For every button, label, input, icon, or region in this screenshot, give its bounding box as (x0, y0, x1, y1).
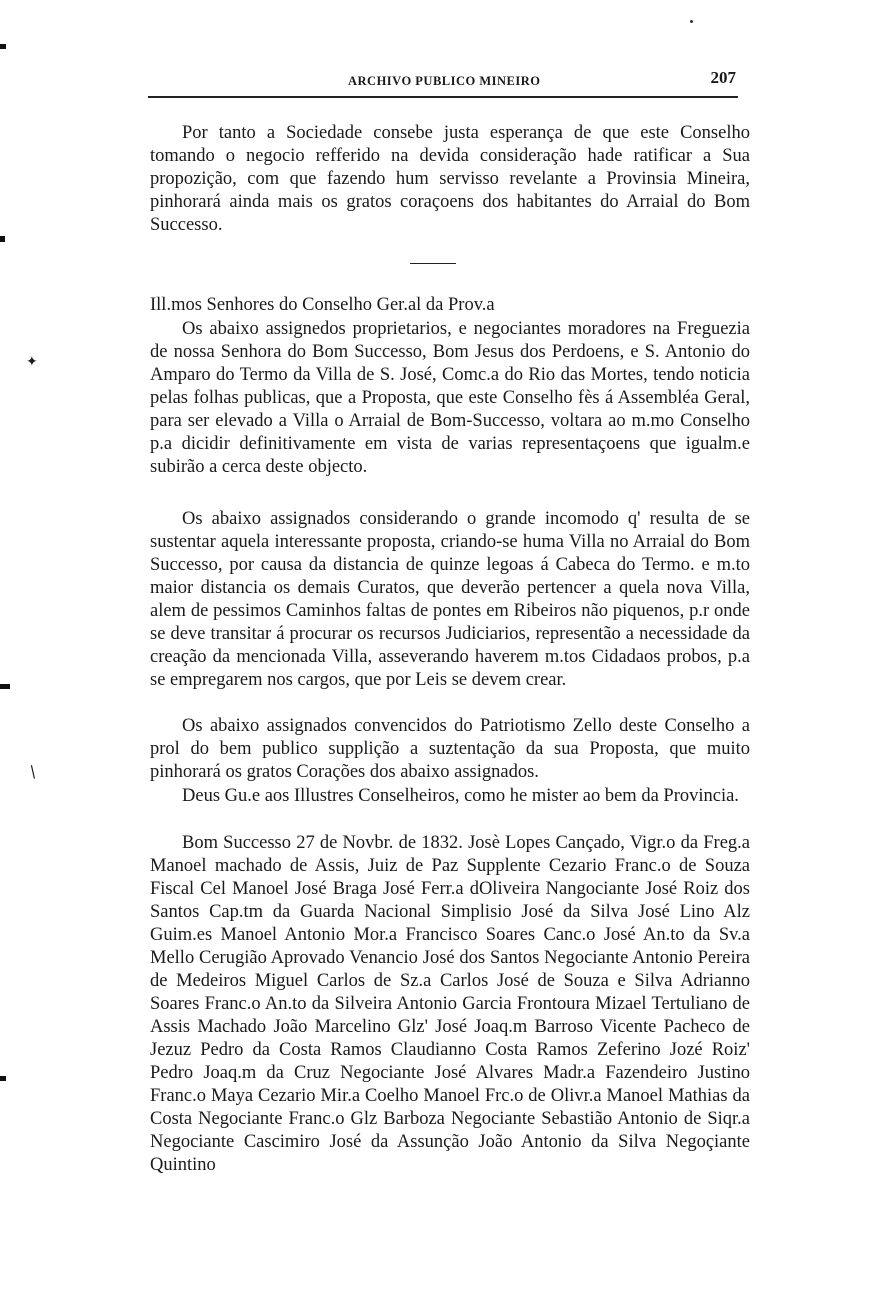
header-rule (148, 96, 738, 98)
paragraph-closing-previous: Por tanto a Sociedade consebe justa esperança de que este Conselho tomando o negocio refferido na devida consideração hade ratificar a Sua propozição, com que fazendo hum servisso revelante a Provinsia Mineira, pinhorará ainda mais os gratos coraçoens dos habitantes do Arraial do Bom Successo. (150, 123, 750, 235)
scan-speck: ✦ (26, 354, 38, 370)
page-header (148, 68, 738, 94)
section-divider (410, 263, 456, 264)
paragraph-blessing: Deus Gu.e aos Illustres Conselheiros, como he mister ao bem da Provincia. (182, 786, 739, 806)
paragraph-signatories: Bom Successo 27 de Novbr. de 1832. Josè Lopes Cançado, Vigr.o da Freg.a Manoel machado de Assis, Juiz de Paz Supplente Cezario Franc.o de Souza Fiscal Cel Manoel José Braga José Ferr.a dOliveira Nangociante José Roiz dos Santos Cap.tm da Guarda Nacional Simplisio José da Silva José Lino Alz Guim.es Manoel Antonio Mor.a Francisco Soares Canc.o José An.to da Sv.a Mello Cerugião Aprovado Venancio José dos Santos Negociante Antonio Pereira de Medeiros Miguel Carlos de Sz.a Carlos José de Souza e Silva Adrianno Soares Franc.o An.to da Silveira Antonio Garcia Frontoura Mizael Tertuliano de Assis Machado João Marcelino Glz' José Joaq.m Barroso Vicente Pacheco de Jezuz Pedro da Costa Ramos Claudianno Costa Ramos Zeferino Jozé Roiz' Pedro Joaq.m da Cruz Negociante José Alvares Madr.a Fazendeiro Justino Franc.o Maya Cezario Mir.a Coelho Manoel Frc.o de Olivr.a Manoel Mathias da Costa Negociante Franc.o Glz Barboza Negociante Sebastião Antonio de Siqr.a Negociante Cascimiro José da Assunção João Antonio da Silva Negoçiante Quintino (150, 833, 750, 1175)
paragraph-petition-intro: Os abaixo assignedos proprietarios, e negociantes moradores na Freguezia de nossa Senhora do Bom Successo, Bom Jesus dos Perdoens, e S. Antonio do Amparo do Termo da Villa de S. José, Comc.a do Rio das Mortes, tendo noticia pelas folhas publicas, que a Proposta, que este Conselho fès á Assembléa Geral, para ser elevado a Villa o Arraial de Bom-Successo, voltara ao m.mo Conselho p.a dicidir definitivamente em vista de varias representaçoens que igualm.e subirão a cerca deste objecto. (150, 319, 750, 477)
paragraph-petition-request: Os abaixo assignados convencidos do Patriotismo Zello deste Conselho a prol do bem publico supplição a suztentação da sua Proposta, que muito pinhorará os gratos Corações dos abaixo assignados. (150, 716, 750, 782)
salutation: Ill.mos Senhores do Conselho Ger.al da Prov.a (150, 295, 495, 315)
scan-edge-mark (0, 1076, 6, 1081)
scan-speck: / (25, 761, 40, 782)
scan-speck (690, 20, 693, 23)
scan-edge-mark (0, 44, 6, 49)
scan-edge-mark (0, 236, 5, 242)
scan-edge-mark (0, 684, 10, 689)
paragraph-petition-reasons: Os abaixo assignados considerando o grande incomodo q' resulta de se sustentar aquela interessante proposta, criando-se huma Villa no Arraial do Bom Successo, por causa da distancia de quinze legoas á Cabeca do Termo. e m.to maior distancia os demais Curatos, que deverão pertencer a quela nova Villa, alem de pessimos Caminhos faltas de pontes em Ribeiros não piquenos, p.r onde se deve transitar á procurar os recursos Judiciarios, representão a necessidade da creação da mencionada Villa, asseverando haverem m.tos Cidadaos probos, p.a se empregarem nos cargos, que por Leis se devem crear. (150, 509, 750, 690)
running-title: ARCHIVO PUBLICO MINEIRO (348, 74, 541, 88)
page-number: 207 (710, 68, 736, 87)
